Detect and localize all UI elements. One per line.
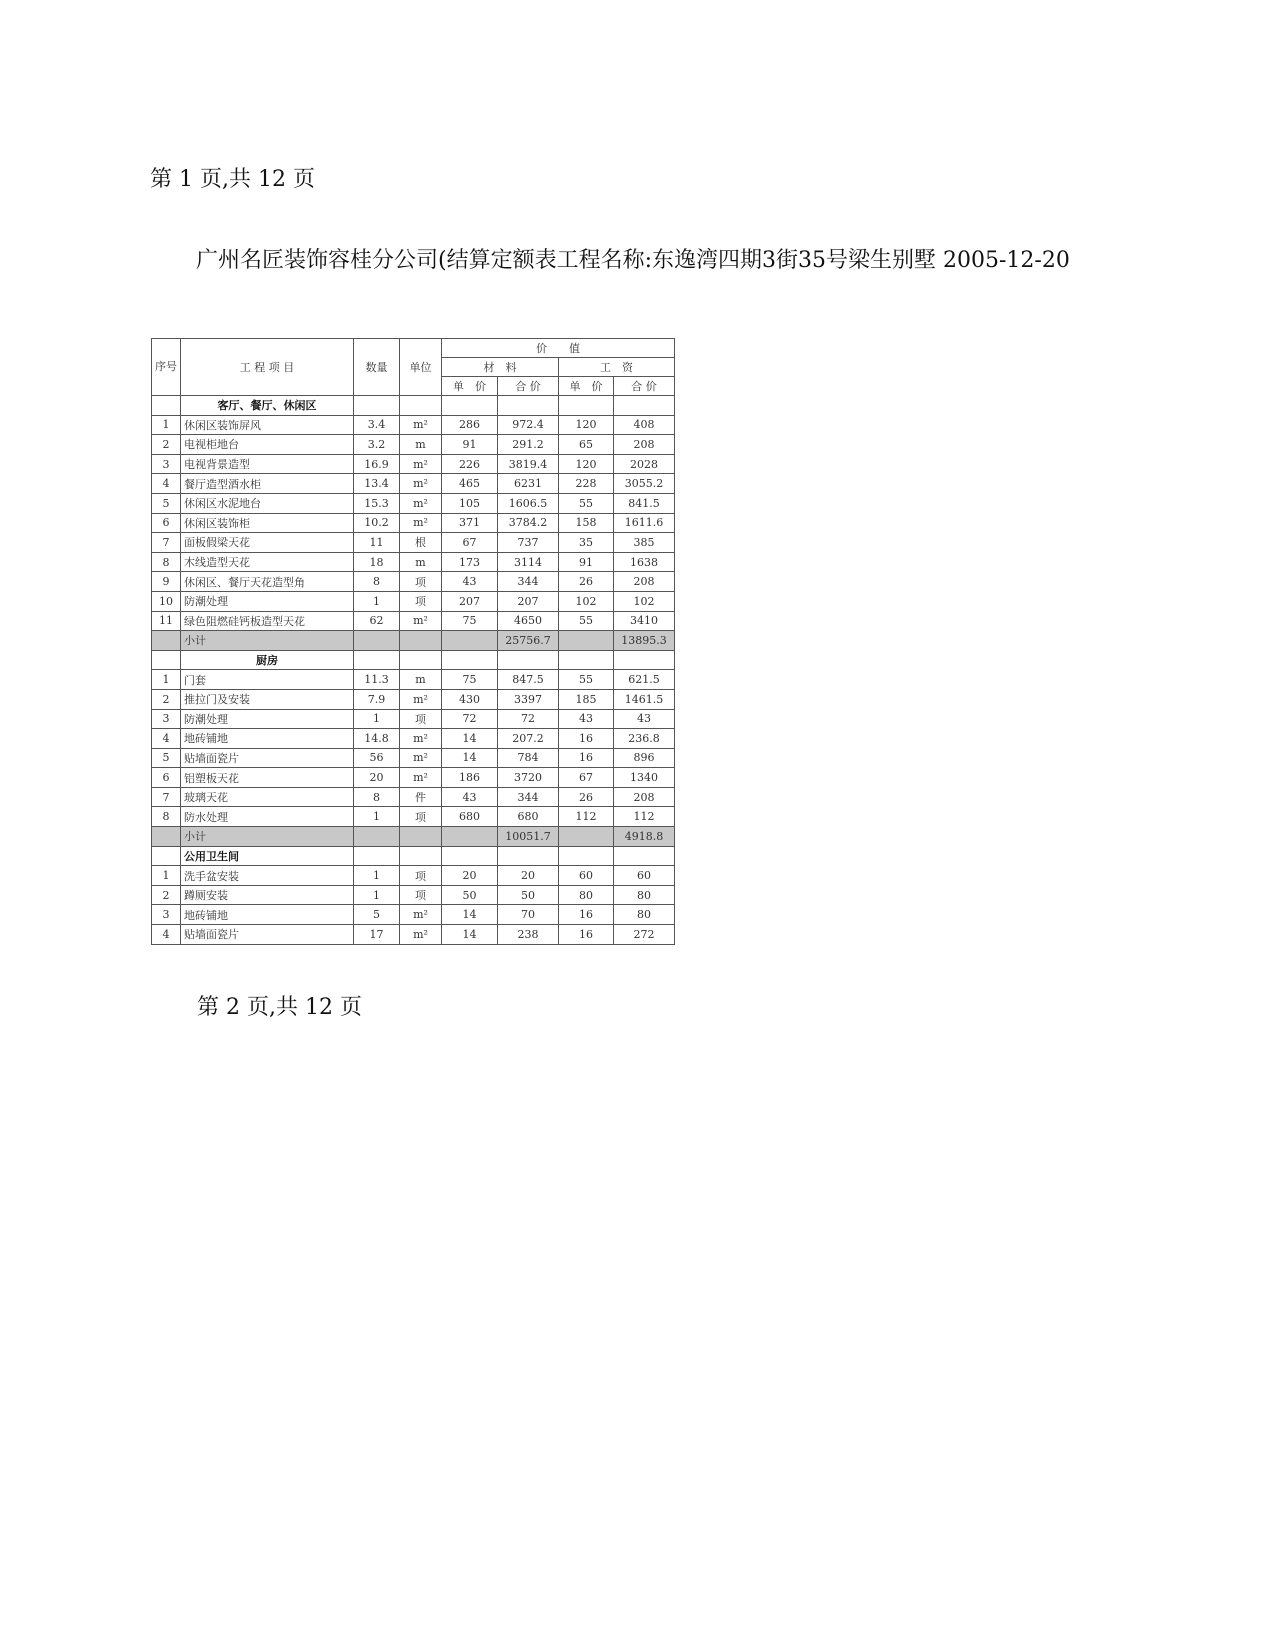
cell-material-total: 291.2	[498, 435, 559, 455]
header-labor-total-price: 合 价	[614, 377, 675, 396]
cell-item: 电视背景造型	[181, 454, 354, 474]
cell-unit: m²	[400, 729, 442, 749]
cell-item: 蹲厕安装	[181, 885, 354, 905]
cell-material-unit-price: 43	[442, 787, 498, 807]
empty-cell	[354, 846, 400, 866]
cell-labor-total: 408	[614, 415, 675, 435]
table-row	[152, 435, 675, 455]
cell-unit: 项	[400, 572, 442, 592]
cell-labor-total: 272	[614, 925, 675, 945]
cell-material-total: 6231	[498, 474, 559, 494]
cell-unit: 件	[400, 787, 442, 807]
cell-seq: 1	[152, 670, 181, 690]
empty-cell	[442, 650, 498, 670]
cell-labor-unit-price: 26	[559, 572, 614, 592]
cell-unit: 项	[400, 885, 442, 905]
table-row	[152, 513, 675, 533]
cell-labor-total: 1461.5	[614, 689, 675, 709]
cell-unit: m	[400, 435, 442, 455]
cell-labor-unit-price: 112	[559, 807, 614, 827]
cell-item: 休闲区、餐厅天花造型角	[181, 572, 354, 592]
empty-cell	[498, 650, 559, 670]
cell-seq: 2	[152, 689, 181, 709]
table-row	[152, 493, 675, 513]
cell-material-unit-price: 75	[442, 611, 498, 631]
cell-item: 防潮处理	[181, 591, 354, 611]
empty-cell	[400, 650, 442, 670]
cell-labor-total: 80	[614, 885, 675, 905]
cell-item: 洗手盆安装	[181, 866, 354, 886]
cell-seq: 4	[152, 925, 181, 945]
cell-material-total: 50	[498, 885, 559, 905]
table-row	[152, 885, 675, 905]
cell-unit: 项	[400, 866, 442, 886]
cell-unit: m²	[400, 768, 442, 788]
cell-unit: 项	[400, 709, 442, 729]
cell-qty: 15.3	[354, 493, 400, 513]
table-row	[152, 415, 675, 435]
header-item: 工 程 项 目	[181, 339, 354, 396]
cell-qty: 5	[354, 905, 400, 925]
cell-material-unit-price: 680	[442, 807, 498, 827]
cell-qty: 1	[354, 885, 400, 905]
cell-item: 门套	[181, 670, 354, 690]
cell-material-total: 1606.5	[498, 493, 559, 513]
cell-material-unit-price: 286	[442, 415, 498, 435]
cell-labor-total: 43	[614, 709, 675, 729]
cell-unit: m	[400, 552, 442, 572]
cell-labor-total: 3410	[614, 611, 675, 631]
table-row	[152, 552, 675, 572]
cell-seq: 8	[152, 807, 181, 827]
cell-qty: 7.9	[354, 689, 400, 709]
cell-seq: 2	[152, 885, 181, 905]
empty-cell	[559, 650, 614, 670]
cell-seq: 1	[152, 866, 181, 886]
table-row	[152, 905, 675, 925]
cell-material-unit-price: 20	[442, 866, 498, 886]
cell-labor-total: 1638	[614, 552, 675, 572]
cell-unit: 根	[400, 533, 442, 553]
cell-qty: 3.2	[354, 435, 400, 455]
cell-labor-unit-price: 102	[559, 591, 614, 611]
empty-cell	[152, 827, 181, 847]
empty-cell	[498, 396, 559, 416]
cell-unit: 项	[400, 807, 442, 827]
cell-labor-unit-price: 120	[559, 454, 614, 474]
cell-labor-total: 385	[614, 533, 675, 553]
page-footer: 第 2 页,共 12 页	[197, 995, 362, 1020]
empty-cell	[559, 396, 614, 416]
cell-seq: 7	[152, 533, 181, 553]
cell-item: 餐厅造型酒水柜	[181, 474, 354, 494]
header-labor-unit-price: 单 价	[559, 377, 614, 396]
header-value: 价 值	[442, 339, 675, 358]
cell-unit: m²	[400, 454, 442, 474]
cell-item: 贴墙面瓷片	[181, 925, 354, 945]
cell-qty: 1	[354, 709, 400, 729]
cell-seq: 6	[152, 768, 181, 788]
cell-material-total: 207.2	[498, 729, 559, 749]
cell-seq: 5	[152, 748, 181, 768]
subtotal-material: 10051.7	[498, 827, 559, 847]
section-row	[152, 846, 675, 866]
empty-cell	[354, 827, 400, 847]
cell-material-unit-price: 207	[442, 591, 498, 611]
cell-item: 休闲区装饰柜	[181, 513, 354, 533]
cell-material-unit-price: 91	[442, 435, 498, 455]
cell-item: 木线造型天花	[181, 552, 354, 572]
cell-qty: 14.8	[354, 729, 400, 749]
cell-item: 地砖铺地	[181, 905, 354, 925]
cell-qty: 10.2	[354, 513, 400, 533]
empty-cell	[400, 827, 442, 847]
page-header: 第 1 页,共 12 页	[150, 167, 315, 192]
header-material-total-price: 合 价	[498, 377, 559, 396]
cell-seq: 10	[152, 591, 181, 611]
table-row	[152, 787, 675, 807]
cell-labor-total: 60	[614, 866, 675, 886]
cell-qty: 16.9	[354, 454, 400, 474]
cell-labor-unit-price: 43	[559, 709, 614, 729]
cell-qty: 62	[354, 611, 400, 631]
header-material: 材 料	[442, 358, 559, 377]
cell-seq: 4	[152, 474, 181, 494]
cell-unit: m	[400, 670, 442, 690]
cell-labor-unit-price: 60	[559, 866, 614, 886]
table-row	[152, 474, 675, 494]
cell-qty: 13.4	[354, 474, 400, 494]
empty-cell	[614, 396, 675, 416]
cell-seq: 1	[152, 415, 181, 435]
cell-seq: 2	[152, 435, 181, 455]
cell-material-unit-price: 50	[442, 885, 498, 905]
empty-cell	[614, 846, 675, 866]
cell-labor-total: 896	[614, 748, 675, 768]
empty-cell	[400, 846, 442, 866]
table-row	[152, 709, 675, 729]
cell-labor-unit-price: 35	[559, 533, 614, 553]
cell-labor-total: 841.5	[614, 493, 675, 513]
cell-material-total: 3397	[498, 689, 559, 709]
header-unit: 单位	[400, 339, 442, 396]
empty-cell	[152, 650, 181, 670]
empty-cell	[442, 631, 498, 651]
cell-qty: 8	[354, 572, 400, 592]
cell-material-unit-price: 14	[442, 748, 498, 768]
cell-unit: 项	[400, 591, 442, 611]
empty-cell	[614, 650, 675, 670]
cell-material-unit-price: 14	[442, 925, 498, 945]
cell-item: 推拉门及安装	[181, 689, 354, 709]
header-material-unit-price: 单 价	[442, 377, 498, 396]
cell-unit: m²	[400, 905, 442, 925]
cell-unit: m²	[400, 925, 442, 945]
empty-cell	[498, 846, 559, 866]
cell-material-total: 3819.4	[498, 454, 559, 474]
cell-labor-unit-price: 26	[559, 787, 614, 807]
cell-unit: m²	[400, 415, 442, 435]
cell-labor-unit-price: 55	[559, 493, 614, 513]
cell-material-unit-price: 75	[442, 670, 498, 690]
cell-labor-total: 208	[614, 435, 675, 455]
empty-cell	[354, 650, 400, 670]
cell-material-total: 784	[498, 748, 559, 768]
table-row	[152, 572, 675, 592]
empty-cell	[559, 846, 614, 866]
cell-seq: 11	[152, 611, 181, 631]
empty-cell	[152, 396, 181, 416]
cell-unit: m²	[400, 513, 442, 533]
cell-qty: 17	[354, 925, 400, 945]
table-row	[152, 611, 675, 631]
cell-qty: 11	[354, 533, 400, 553]
cell-material-unit-price: 465	[442, 474, 498, 494]
header-labor: 工 资	[559, 358, 675, 377]
cell-material-unit-price: 430	[442, 689, 498, 709]
cell-item: 防水处理	[181, 807, 354, 827]
cell-seq: 9	[152, 572, 181, 592]
empty-cell	[354, 631, 400, 651]
empty-cell	[442, 846, 498, 866]
subtotal-label: 小计	[181, 631, 354, 651]
cell-material-total: 972.4	[498, 415, 559, 435]
cell-labor-unit-price: 228	[559, 474, 614, 494]
cell-material-total: 847.5	[498, 670, 559, 690]
cell-item: 绿色阻燃硅钙板造型天花	[181, 611, 354, 631]
subtotal-material: 25756.7	[498, 631, 559, 651]
cell-material-total: 70	[498, 905, 559, 925]
cell-item: 铝塑板天花	[181, 768, 354, 788]
cell-material-unit-price: 67	[442, 533, 498, 553]
cell-material-total: 3720	[498, 768, 559, 788]
cell-qty: 56	[354, 748, 400, 768]
cell-material-unit-price: 14	[442, 729, 498, 749]
cell-labor-total: 208	[614, 572, 675, 592]
table-row	[152, 748, 675, 768]
cell-material-total: 207	[498, 591, 559, 611]
cell-labor-total: 112	[614, 807, 675, 827]
section-title: 公用卫生间	[181, 846, 354, 866]
empty-cell	[152, 631, 181, 651]
cell-labor-unit-price: 67	[559, 768, 614, 788]
cell-qty: 1	[354, 866, 400, 886]
cell-qty: 1	[354, 591, 400, 611]
empty-cell	[400, 631, 442, 651]
cell-labor-unit-price: 16	[559, 905, 614, 925]
cell-item: 玻璃天花	[181, 787, 354, 807]
cell-labor-unit-price: 55	[559, 670, 614, 690]
cell-labor-unit-price: 91	[559, 552, 614, 572]
empty-cell	[442, 827, 498, 847]
subtotal-labor: 13895.3	[614, 631, 675, 651]
table-row	[152, 689, 675, 709]
cell-item: 休闲区水泥地台	[181, 493, 354, 513]
subtotal-label: 小计	[181, 827, 354, 847]
cell-seq: 3	[152, 454, 181, 474]
cell-seq: 7	[152, 787, 181, 807]
empty-cell	[152, 846, 181, 866]
cell-material-unit-price: 43	[442, 572, 498, 592]
cell-qty: 20	[354, 768, 400, 788]
cell-unit: m²	[400, 689, 442, 709]
section-row	[152, 396, 675, 416]
cell-material-total: 238	[498, 925, 559, 945]
cell-material-total: 20	[498, 866, 559, 886]
cell-item: 面板假梁天花	[181, 533, 354, 553]
cell-material-total: 4650	[498, 611, 559, 631]
cell-labor-total: 102	[614, 591, 675, 611]
cell-labor-total: 1611.6	[614, 513, 675, 533]
table-row	[152, 454, 675, 474]
header-seq: 序号	[152, 339, 181, 396]
cell-labor-total: 621.5	[614, 670, 675, 690]
table-row	[152, 768, 675, 788]
table-row	[152, 729, 675, 749]
cell-material-total: 3784.2	[498, 513, 559, 533]
header-qty: 数量	[354, 339, 400, 396]
cell-seq: 3	[152, 709, 181, 729]
subtotal-row	[152, 631, 675, 651]
cell-seq: 3	[152, 905, 181, 925]
cell-seq: 6	[152, 513, 181, 533]
cell-seq: 5	[152, 493, 181, 513]
cell-material-total: 3114	[498, 552, 559, 572]
cell-item: 地砖铺地	[181, 729, 354, 749]
cell-qty: 3.4	[354, 415, 400, 435]
cell-material-unit-price: 105	[442, 493, 498, 513]
cell-seq: 8	[152, 552, 181, 572]
table-row	[152, 591, 675, 611]
cell-item: 电视柜地台	[181, 435, 354, 455]
cell-item: 休闲区装饰屏风	[181, 415, 354, 435]
cell-material-unit-price: 186	[442, 768, 498, 788]
cell-material-total: 344	[498, 572, 559, 592]
cell-unit: m²	[400, 474, 442, 494]
cell-item: 贴墙面瓷片	[181, 748, 354, 768]
table-row	[152, 866, 675, 886]
cell-labor-total: 2028	[614, 454, 675, 474]
quota-table-body	[152, 396, 675, 945]
empty-cell	[400, 396, 442, 416]
subtotal-labor: 4918.8	[614, 827, 675, 847]
section-row	[152, 650, 675, 670]
cell-qty: 18	[354, 552, 400, 572]
document-title: 广州名匠装饰容桂分公司(结算定额表工程名称:东逸湾四期3街35号梁生别墅 2005-12-20	[196, 248, 1070, 273]
cell-unit: m²	[400, 611, 442, 631]
cell-item: 防潮处理	[181, 709, 354, 729]
cell-labor-total: 80	[614, 905, 675, 925]
cell-labor-unit-price: 55	[559, 611, 614, 631]
cell-labor-unit-price: 16	[559, 729, 614, 749]
cell-material-total: 344	[498, 787, 559, 807]
cell-qty: 1	[354, 807, 400, 827]
table-row	[152, 925, 675, 945]
cell-material-unit-price: 14	[442, 905, 498, 925]
section-title: 厨房	[181, 650, 354, 670]
cell-unit: m²	[400, 493, 442, 513]
empty-cell	[559, 631, 614, 651]
cell-labor-total: 236.8	[614, 729, 675, 749]
cell-material-unit-price: 371	[442, 513, 498, 533]
table-row	[152, 807, 675, 827]
cell-seq: 4	[152, 729, 181, 749]
empty-cell	[559, 827, 614, 847]
cell-material-total: 72	[498, 709, 559, 729]
cell-labor-unit-price: 120	[559, 415, 614, 435]
cell-material-unit-price: 173	[442, 552, 498, 572]
quota-table	[151, 338, 675, 945]
empty-cell	[354, 396, 400, 416]
cell-labor-total: 3055.2	[614, 474, 675, 494]
cell-labor-unit-price: 185	[559, 689, 614, 709]
cell-qty: 11.3	[354, 670, 400, 690]
subtotal-row	[152, 827, 675, 847]
cell-material-total: 737	[498, 533, 559, 553]
cell-labor-total: 208	[614, 787, 675, 807]
cell-labor-unit-price: 80	[559, 885, 614, 905]
cell-material-total: 680	[498, 807, 559, 827]
section-title: 客厅、餐厅、休闲区	[181, 396, 354, 416]
cell-labor-unit-price: 16	[559, 748, 614, 768]
cell-labor-total: 1340	[614, 768, 675, 788]
cell-labor-unit-price: 65	[559, 435, 614, 455]
cell-labor-unit-price: 158	[559, 513, 614, 533]
cell-labor-unit-price: 16	[559, 925, 614, 945]
cell-material-unit-price: 226	[442, 454, 498, 474]
empty-cell	[442, 396, 498, 416]
table-row	[152, 533, 675, 553]
table-row	[152, 670, 675, 690]
cell-qty: 8	[354, 787, 400, 807]
cell-material-unit-price: 72	[442, 709, 498, 729]
cell-unit: m²	[400, 748, 442, 768]
